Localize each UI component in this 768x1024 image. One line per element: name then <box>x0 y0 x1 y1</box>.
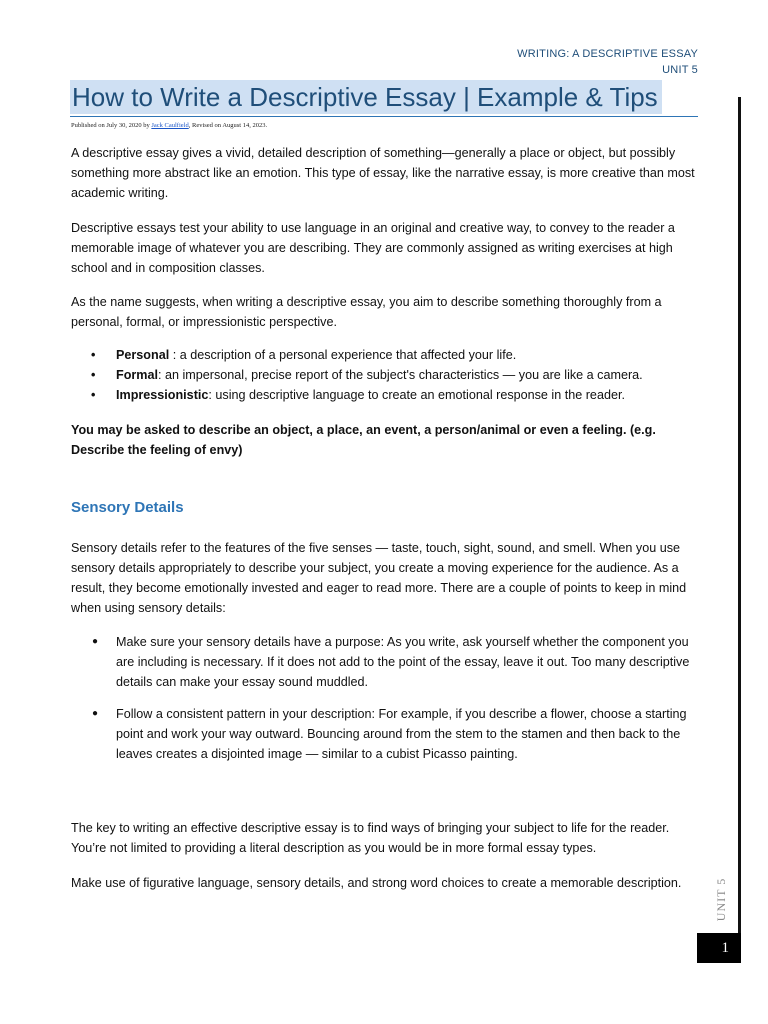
author-link[interactable]: Jack Caulfield <box>151 122 189 129</box>
list-item <box>71 385 699 405</box>
page-title: How to Write a Descriptive Essay | Example & Tips <box>70 80 662 114</box>
type-description: : using descriptive language to create an emotional response in the reader. <box>208 388 625 402</box>
side-unit-text: UNIT 5 <box>714 877 729 921</box>
published-suffix: , Revised on August 14, 2023. <box>188 122 268 129</box>
type-description: : a description of a personal experience that affected your life. <box>169 348 517 362</box>
running-header <box>517 46 698 78</box>
list-item <box>71 365 699 385</box>
document-body <box>71 143 699 893</box>
intro-paragraph: As the name suggests, when writing a descriptive essay, you aim to describe something thoroughly from a personal, formal, or impressionistic perspective. <box>71 295 662 329</box>
type-term: Formal <box>116 368 158 382</box>
list-item: ● Follow a consistent pattern in your description: For example, if you describe a flower, choose a starting point and work your way outward. Bouncing around from the stem to the stamen and then back to the leaves creates a disjointed image — similar to a cubist Picasso painting. <box>71 704 699 764</box>
title-block <box>70 80 698 117</box>
side-unit-label <box>707 876 737 922</box>
section-heading-sensory-details: Sensory Details <box>71 499 184 516</box>
header-course-title: WRITING: A DESCRIPTIVE ESSAY <box>517 48 698 60</box>
margin-rule <box>738 97 741 937</box>
type-term: Impressionistic <box>116 388 209 402</box>
closing-paragraph: The key to writing an effective descriptive essay is to find ways of bringing your subject to life for the reader. You’re not limited to providing a literal description as you would be in more formal essay types. <box>71 821 670 855</box>
header-unit: UNIT 5 <box>662 64 698 76</box>
closing-paragraph: Make use of figurative language, sensory details, and strong word choices to create a memorable description. <box>71 876 682 890</box>
list-item: ● Make sure your sensory details have a purpose: As you write, ask yourself whether the component you are including is necessary. If it does not add to the point of the essay, leave it out. Too many descriptive details can make your essay sound muddled. <box>71 632 699 692</box>
type-term: Personal <box>116 348 170 362</box>
type-description: : an impersonal, precise report of the subject's characteristics — you are like a camera. <box>158 368 643 382</box>
intro-paragraph: Descriptive essays test your ability to use language in an original and creative way, to convey to the reader a memorable image of whatever you are describing. They are commonly assigned as writing exercises at high school and in composition classes. <box>71 221 675 275</box>
intro-paragraph: A descriptive essay gives a vivid, detailed description of something—generally a place or object, but possibly something more abstract like an emotion. This type of essay, like the narrative essay, is more creative than most academic writing. <box>71 146 695 200</box>
sensory-points-list <box>71 632 699 764</box>
list-item <box>71 345 699 365</box>
assignment-note: You may be asked to describe an object, a place, an event, a person/animal or even a feeling. (e.g. Describe the feeling of envy) <box>71 423 656 457</box>
page-number: 1 <box>697 933 741 963</box>
published-prefix: Published on July 30, 2020 by <box>71 122 152 129</box>
sensory-intro-paragraph: Sensory details refer to the features of the five senses — taste, touch, sight, sound, and smell. When you use sensory details appropriately to describe your subject, you create a moving experience for the audience. As a result, they become emotionally invested and eager to read more. There are a couple of points to keep in mind when using sensory details: <box>71 541 687 615</box>
publication-info <box>71 122 267 129</box>
essay-types-list <box>71 345 699 405</box>
